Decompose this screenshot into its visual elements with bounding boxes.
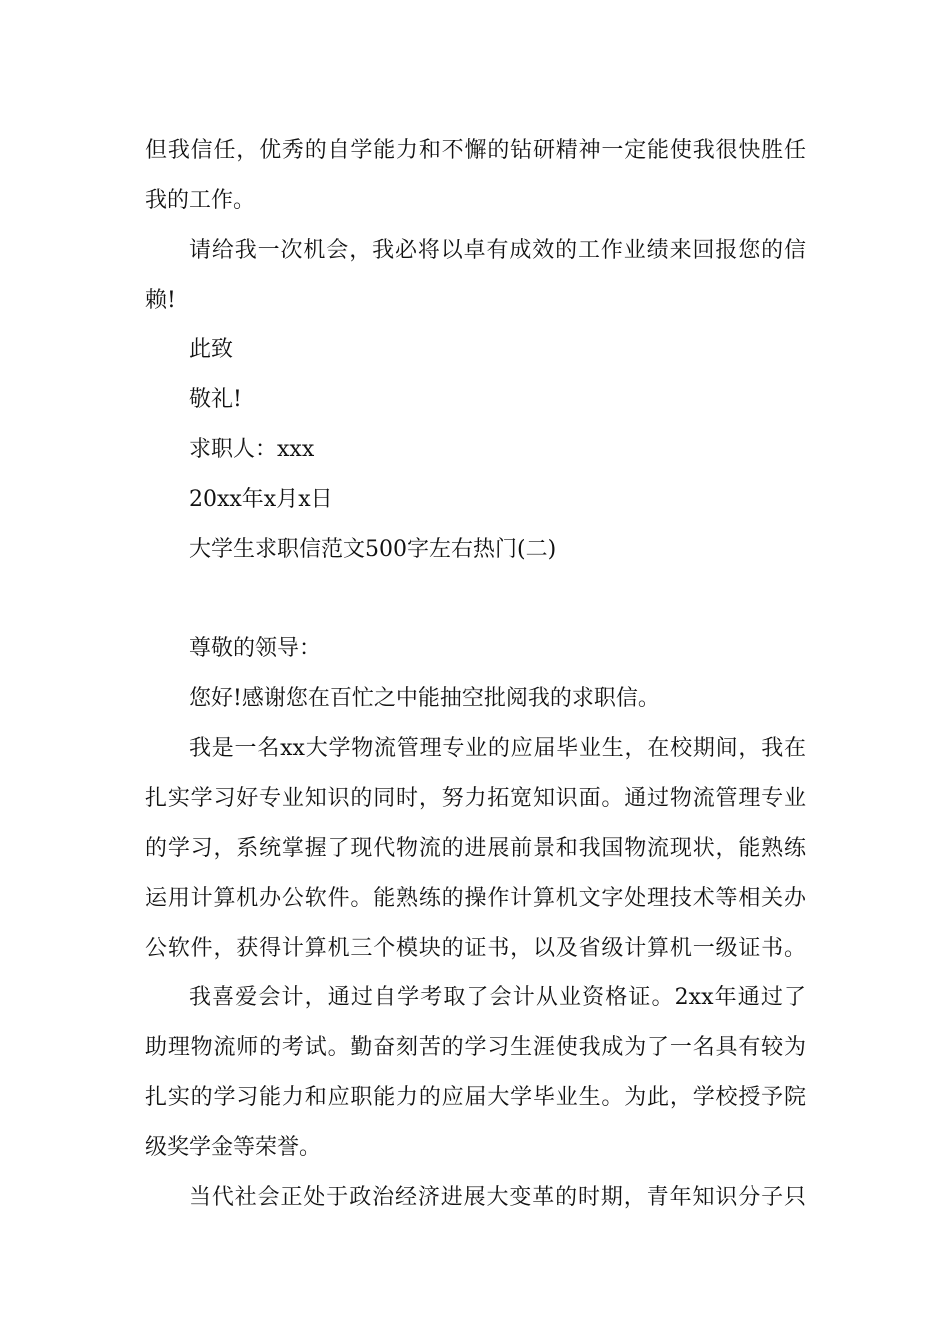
- paragraph-line: 扎实的学习能力和应职能力的应届大学毕业生。为此，学校授予院: [145, 1085, 806, 1110]
- paragraph-line: 您好!感谢您在百忙之中能抽空批阅我的求职信。: [189, 686, 660, 711]
- paragraph-line: 我喜爱会计，通过自学考取了会计从业资格证。2xx年通过了: [189, 985, 806, 1010]
- applicant-signature: 求职人：xxx: [189, 437, 315, 462]
- paragraph-line: 赖!: [145, 288, 176, 313]
- paragraph-line: 运用计算机办公软件。能熟练的操作计算机文字处理技术等相关办: [145, 886, 806, 911]
- closing-salutation: 此致: [189, 337, 234, 362]
- closing-regards: 敬礼!: [189, 387, 242, 412]
- paragraph-line: 级奖学金等荣誉。: [145, 1135, 322, 1160]
- paragraph-line: 请给我一次机会，我必将以卓有成效的工作业绩来回报您的信: [189, 238, 806, 263]
- letter-greeting: 尊敬的领导：: [189, 636, 322, 661]
- section-title: 大学生求职信范文500字左右热门(二): [189, 537, 557, 562]
- paragraph-line: 的学习，系统掌握了现代物流的进展前景和我国物流现状，能熟练: [145, 836, 806, 861]
- paragraph-line: 当代社会正处于政治经济进展大变革的时期，青年知识分子只: [189, 1185, 806, 1210]
- letter-date: 20xx年x月x日: [189, 487, 333, 512]
- paragraph-line: 我是一名xx大学物流管理专业的应届毕业生，在校期间，我在: [189, 736, 806, 761]
- paragraph-line: 我的工作。: [145, 188, 256, 213]
- paragraph-line: 但我信任，优秀的自学能力和不懈的钻研精神一定能使我很快胜任: [145, 138, 806, 163]
- paragraph-line: 公软件，获得计算机三个模块的证书，以及省级计算机一级证书。: [145, 936, 806, 961]
- paragraph-line: 助理物流师的考试。勤奋刻苦的学习生涯使我成为了一名具有较为: [145, 1035, 806, 1060]
- paragraph-line: 扎实学习好专业知识的同时，努力拓宽知识面。通过物流管理专业: [145, 786, 806, 811]
